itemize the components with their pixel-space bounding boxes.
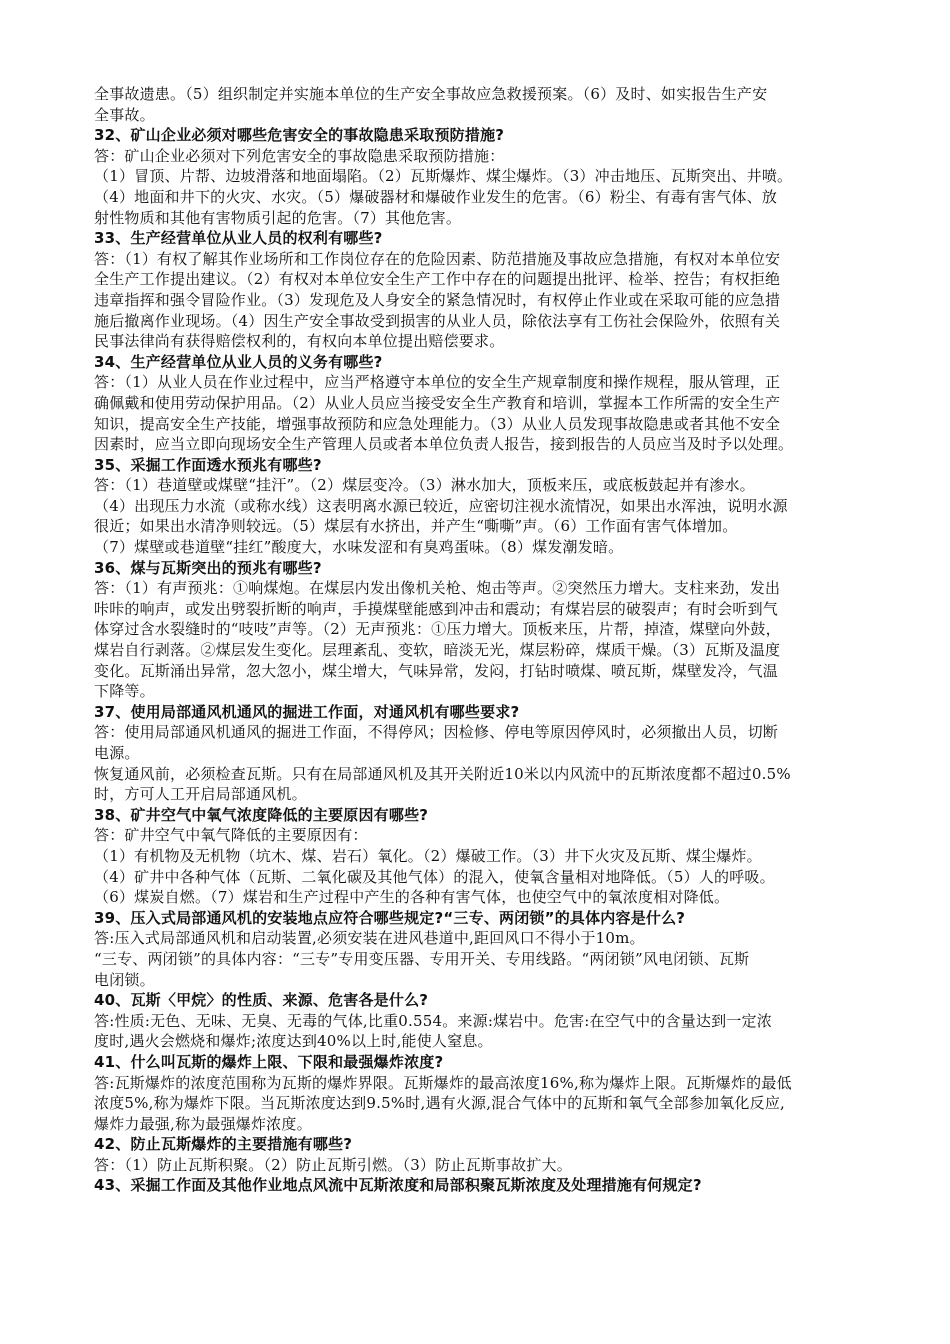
question-heading: 41、什么叫瓦斯的爆炸上限、下限和最强爆炸浓度?	[94, 1052, 444, 1071]
question-heading: 40、瓦斯〈甲烷〉的性质、来源、危害各是什么?	[94, 991, 429, 1010]
answer-text-line: （1）冒顶、片帮、边坡滑落和地面塌陷。（2）瓦斯爆炸、煤尘爆炸。（3）冲击地压、瓦斯突出、井喷。	[94, 167, 793, 186]
answer-text-line: （4）出现压力水流（或称水线）这表明离水源已较近，应密切注视水流情况，如果出水浑浊，说明水源	[94, 496, 788, 515]
answer-text-line: 度时,遇火会燃烧和爆炸;浓度达到40%以上时,能使人窒息。	[94, 1032, 493, 1051]
question-heading: 39、压入式局部通风机的安装地点应符合哪些规定?“三专、两闭锁”的具体内容是什么?	[94, 908, 686, 927]
answer-text-line: 答：（1）有权了解其作业场所和工作岗位存在的危险因素、防范措施及事故应急措施，有权对本单位安	[94, 249, 781, 268]
answer-text-line: 因素时，应当立即向现场安全生产管理人员或者本单位负责人报告，接到报告的人员应当及时予以处理。	[94, 435, 794, 454]
answer-text-line: 答:瓦斯爆炸的浓度范围称为瓦斯的爆炸界限。瓦斯爆炸的最高浓度16%,称为爆炸上限。瓦斯爆炸的最低	[94, 1073, 792, 1092]
answer-text-line: 答：（1）从业人员在作业过程中，应当严格遵守本单位的安全生产规章制度和操作规程，服从管理，正	[94, 373, 781, 392]
answer-text-line: 施后撤离作业现场。（4）因生产安全事故受到损害的从业人员，除依法享有工伤社会保险外，依照有关	[94, 311, 781, 330]
question-heading: 36、煤与瓦斯突出的预兆有哪些?	[94, 558, 322, 577]
question-heading: 43、采掘工作面及其他作业地点风流中瓦斯浓度和局部积聚瓦斯浓度及处理措施有何规定?	[94, 1176, 702, 1195]
answer-text-line: 答：使用局部通风机通风的掘进工作面，不得停风；因检修、停电等原因停风时，必须撤出人员，切断	[94, 723, 779, 742]
question-heading: 35、采掘工作面透水预兆有哪些?	[94, 455, 322, 474]
answer-text-line: 恢复通风前，必须检查瓦斯。只有在局部通风机及其开关附近10米以内风流中的瓦斯浓度都不超过0.5%	[94, 764, 791, 783]
question-heading: 38、矿井空气中氧气浓度降低的主要原因有哪些?	[94, 805, 429, 824]
answer-text-line: 答:性质:无色、无味、无臭、无毒的气体,比重0.554。来源:煤岩中。危害:在空气中的含量达到一定浓	[94, 1011, 772, 1030]
answer-text-line: 知识，提高安全生产技能，增强事故预防和应急处理能力。（3）从业人员发现事故隐患或者其他不安全	[94, 414, 781, 433]
answer-text-line: 民事法律尚有获得赔偿权利的，有权向本单位提出赔偿要求。	[94, 332, 505, 351]
answer-text-line: 电闭锁。	[94, 970, 155, 989]
answer-text-line: 全事故。	[94, 105, 155, 124]
answer-text-line: 答：（1）巷道壁或煤壁“挂汗”。（2）煤层变冷。（3）淋水加大，顶板来压，或底板鼓起并有渗水。	[94, 476, 755, 495]
answer-text-line: 爆炸力最强,称为最强爆炸浓度。	[94, 1114, 312, 1133]
answer-text-line: （6）煤炭自燃。（7）煤岩和生产过程中产生的各种有害气体，也使空气中的氧浓度相对降低。	[94, 888, 730, 907]
answer-text-line: 变化。瓦斯涌出异常，忽大忽小，煤尘增大，气味异常，发闷，打钻时喷煤、喷瓦斯，煤壁发冷，气温	[94, 661, 779, 680]
question-heading: 37、使用局部通风机通风的掘进工作面，对通风机有哪些要求?	[94, 702, 520, 721]
answer-text-line: 射性物质和其他有害物质引起的危害。（7）其他危害。	[94, 208, 462, 227]
answer-text-line: 下降等。	[94, 682, 155, 701]
answer-text-line: 答：矿井空气中氧气降低的主要原因有：	[94, 826, 368, 845]
answer-text-line: 时，方可人工开启局部通风机。	[94, 785, 307, 804]
answer-text-line: 答：矿山企业必须对下列危害安全的事故隐患采取预防措施：	[94, 146, 505, 165]
question-heading: 32、矿山企业必须对哪些危害安全的事故隐患采取预防措施?	[94, 126, 505, 145]
answer-text-line: 答:压入式局部通风机和启动装置,必须安装在进风巷道中,距回风口不得小于10m。	[94, 929, 645, 948]
question-heading: 34、生产经营单位从业人员的义务有哪些?	[94, 352, 383, 371]
answer-text-line: 全事故遗患。（5）组织制定并实施本单位的生产安全事故应急救援预案。（6）及时、如实报告生产安	[94, 85, 768, 103]
answer-text-line: 咔咔的响声，或发出劈裂折断的响声，手摸煤壁能感到冲击和震动；有煤岩层的破裂声；有时会听到气	[94, 599, 779, 618]
answer-text-line: 答：（1）防止瓦斯积聚。（2）防止瓦斯引燃。（3）防止瓦斯事故扩大。	[94, 1155, 572, 1174]
answer-text-line: 答：（1）有声预兆：①响煤炮。在煤层内发出像机关枪、炮击等声。②突然压力增大。支柱来劲，发出	[94, 579, 781, 598]
answer-text-line: “三专、两闭锁”的具体内容：“三专”专用变压器、专用开关、专用线路。“两闭锁”风电闭锁、瓦斯	[94, 949, 750, 968]
answer-text-line: 煤岩自行剥落。②煤层发生变化。层理紊乱、变软，暗淡无光，煤层粉碎，煤质干燥。（3）瓦斯及温度	[94, 641, 781, 660]
answer-text-line: 确佩戴和使用劳动保护用品。（2）从业人员应当接受安全生产教育和培训，掌握本工作所需的安全生产	[94, 393, 781, 412]
question-heading: 42、防止瓦斯爆炸的主要措施有哪些?	[94, 1135, 353, 1154]
answer-text-line: 电源。	[94, 744, 140, 762]
answer-text-line: （4）矿井中各种气体（瓦斯、二氧化碳及其他气体）的混入，使氧含量相对地降低。（5）人的呼吸。	[94, 867, 775, 886]
answer-text-line: （1）有机物及无机物（坑木、煤、岩石）氧化。（2）爆破工作。（3）井下火灾及瓦斯、煤尘爆炸。	[94, 846, 762, 865]
answer-text-line: （7）煤壁或巷道壁“挂红”酸度大，水味发涩和有臭鸡蛋味。（8）煤发潮发暗。	[94, 538, 624, 557]
answer-text-line: 违章指挥和强令冒险作业。（3）发现危及人身安全的紧急情况时，有权停止作业或在采取可能的应急措	[94, 290, 781, 309]
answer-text-line: 很近；如果出水清净则较远。（5）煤层有水挤出，并产生“嘶嘶”声。（6）工作面有害气体增加。	[94, 517, 738, 536]
answer-text-line: （4）地面和井下的火灾、水灾。（5）爆破器材和爆破作业发生的危害。（6）粉尘、有毒有害气体、放	[94, 187, 778, 206]
answer-text-line: 全生产工作提出建议。（2）有权对本单位安全生产工作中存在的问题提出批评、检举、控告；有权拒绝	[94, 270, 781, 289]
answer-text-line: 浓度5%,称为爆炸下限。当瓦斯浓度达到9.5%时,遇有火源,混合气体中的瓦斯和氧气全部参加氧化反应,	[94, 1094, 785, 1113]
question-heading: 33、生产经营单位从业人员的权利有哪些?	[94, 229, 383, 248]
answer-text-line: 体穿过含水裂缝时的“吱吱”声等。（2）无声预兆：①压力增大。顶板来压，片帮，掉渣，煤壁向外鼓，	[94, 620, 781, 639]
